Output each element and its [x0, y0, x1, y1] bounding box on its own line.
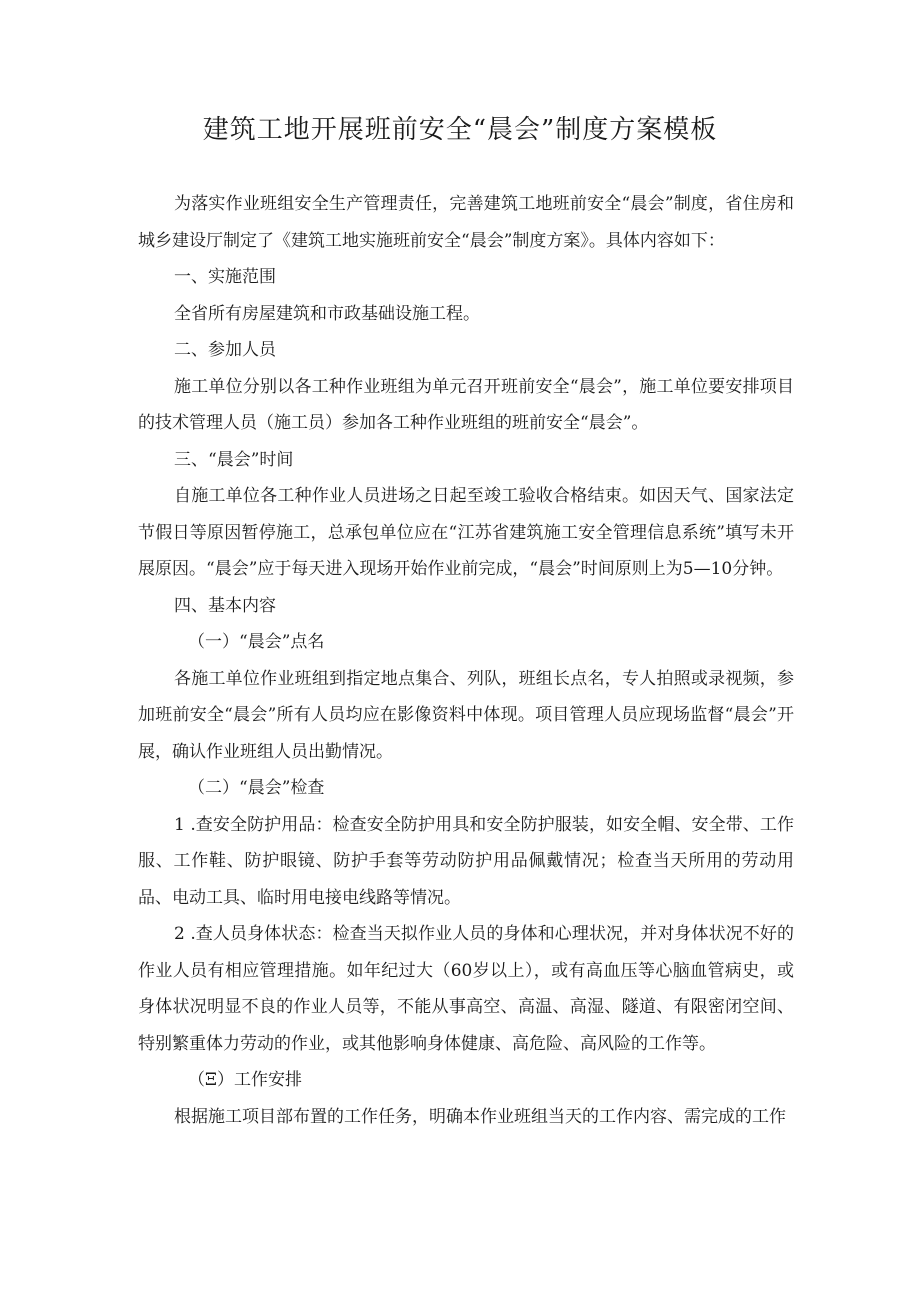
subsection-heading-work-arrangement: （Ξ）工作安排 — [188, 1070, 302, 1090]
work-arrangement-paragraph: 根据施工项目部布置的工作任务，明确本作业班组当天的工作内容、需完成的工作 — [174, 1106, 786, 1127]
section-heading-time: 三、“晨会”时间 — [174, 449, 294, 470]
subsection-heading-rollcall: （一）“晨会”点名 — [188, 632, 325, 652]
subsection-heading-inspection: （二）“晨会”检查 — [188, 778, 325, 798]
section-heading-scope: 一、实施范围 — [174, 267, 276, 287]
document-title: 建筑工地开展班前安全“晨会”制度方案模板 — [202, 115, 718, 145]
document-body — [138, 186, 794, 1135]
section-heading-participants: 二、参加人员 — [174, 340, 276, 360]
rollcall-paragraph: 各施工单位作业班组到指定地点集合、列队，班组长点名，专人拍照或录视频，参加班前安全“晨会”所有人员均应在影像资料中体现。项目管理人员应现场监督“晨会”开展，确认作业班组人员出勤情况。 — [138, 668, 794, 762]
section-heading-content: 四、基本内容 — [174, 595, 276, 616]
time-paragraph: 自施工单位各工种作业人员进场之日起至竣工验收合格结束。如因天气、国家法定节假日等原因暂停施工，总承包单位应在“江苏省建筑施工安全管理信息系统”填写未开展原因。“晨会”应于每天进入现场开始作业前完成，“晨会”时间原则上为5—10分钟。 — [138, 486, 794, 579]
participants-paragraph: 施工单位分别以各工种作业班组为单元召开班前安全“晨会”，施工单位要安排项目的技术管理人员（施工员）参加各工种作业班组的班前安全“晨会”。 — [138, 376, 794, 433]
inspection-item-1: 1 .查安全防护用品：检查安全防护用具和安全防护服装，如安全帽、安全带、工作服、工作鞋、防护眼镜、防护手套等劳动防护用品佩戴情况；检查当天所用的劳动用品、电动工具、临时用电接电线路等情况。 — [138, 814, 794, 908]
scope-paragraph: 全省所有房屋建筑和市政基础设施工程。 — [174, 303, 480, 324]
intro-paragraph: 为落实作业班组安全生产管理责任，完善建筑工地班前安全“晨会”制度，省住房和城乡建设厅制定了《建筑工地实施班前安全“晨会”制度方案》。具体内容如下： — [138, 194, 794, 251]
inspection-item-2: 2 .查人员身体状态：检查当天拟作业人员的身体和心理状况，并对身体状况不好的作业人员有相应管理措施。如年纪过大（60岁以上），或有高血压等心脑血管病史，或身体状况明显不良的作业人员等，不能从事高空、高温、高湿、隧道、有限密闭空间、特别繁重体力劳动的作业，或其他影响身体健康、高危险、高风险的工作等。 — [138, 924, 794, 1054]
